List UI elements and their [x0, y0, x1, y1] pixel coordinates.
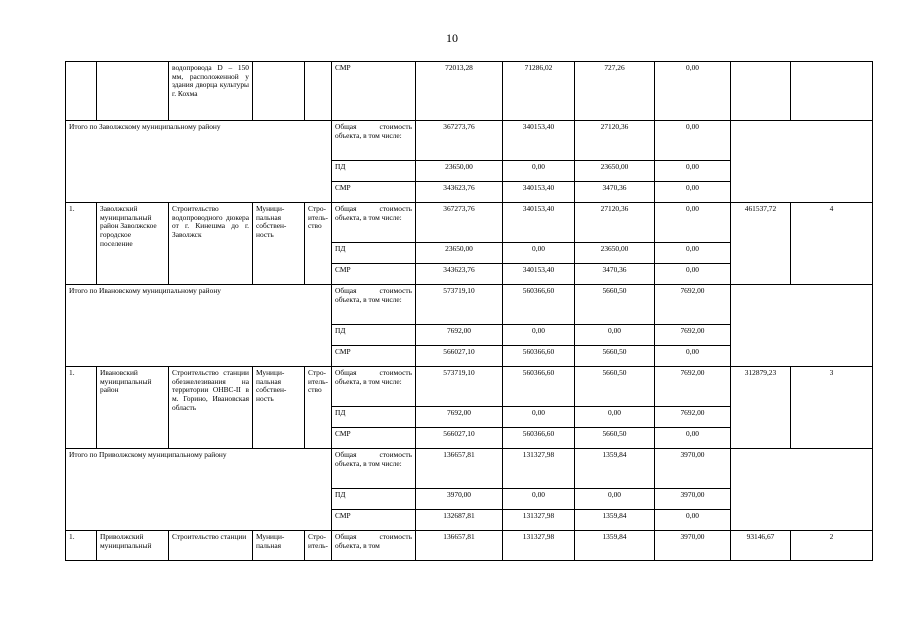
cell-num: 1.	[66, 203, 97, 285]
cell-value: 136657,81	[416, 531, 503, 561]
cell-value: 1359,84	[575, 531, 655, 561]
cell-value: 573719,10	[416, 367, 503, 407]
cell-value: 560366,60	[503, 285, 575, 325]
cell-value: 566027,10	[416, 346, 503, 367]
cell-label: СМР	[332, 62, 416, 121]
cell-extra	[731, 285, 873, 367]
cell-value: 3970,00	[655, 531, 731, 561]
cell-extra: 312879,23	[731, 367, 791, 449]
cell-label: Общая стоимость объекта, в том числе:	[332, 285, 416, 325]
cell-value: 7692,00	[655, 407, 731, 428]
cell-value: 5660,50	[575, 367, 655, 407]
cell-ownership: Муници-пальная собствен-ность	[253, 203, 305, 285]
cell-value: 23650,00	[416, 243, 503, 264]
cell-num: 1.	[66, 531, 97, 561]
cell-extra: 3	[791, 367, 873, 449]
cell-value: 1359,84	[575, 510, 655, 531]
cell-value: 0,00	[655, 62, 731, 121]
cell-value: 367273,76	[416, 203, 503, 243]
cell-value: 0,00	[655, 203, 731, 243]
cell-value: 5660,50	[575, 346, 655, 367]
cell-value: 132687,81	[416, 510, 503, 531]
cell-value: 0,00	[503, 161, 575, 182]
cell-district: Заволжский муниципальный район Заволжское городское поселение	[97, 203, 169, 285]
cell-value: 340153,40	[503, 121, 575, 161]
cell-extra: 461537,72	[731, 203, 791, 285]
cell-object: Строительство станции обезжелезивания на территории ОНВС-II в м. Горино, Ивановская область	[169, 367, 253, 449]
cell-extra: 93146,67	[731, 531, 791, 561]
budget-table	[65, 61, 873, 561]
table-row	[66, 62, 873, 121]
cell-extra: 4	[791, 203, 873, 285]
cell-value: 23650,00	[416, 161, 503, 182]
cell-value: 343623,76	[416, 264, 503, 285]
cell-value: 27120,36	[575, 203, 655, 243]
cell-type: Стро-итель-ство	[305, 203, 332, 285]
cell-value: 0,00	[655, 121, 731, 161]
cell-ownership	[253, 62, 305, 121]
cell-label: ПД	[332, 161, 416, 182]
cell-value: 131327,98	[503, 531, 575, 561]
cell-label: Общая стоимость объекта, в том числе:	[332, 449, 416, 489]
cell-ownership: Муници-пальная	[253, 531, 305, 561]
cell-extra	[731, 449, 873, 531]
cell-value: 566027,10	[416, 428, 503, 449]
cell-value: 0,00	[503, 407, 575, 428]
cell-label: Общая стоимость объекта, в том числе:	[332, 121, 416, 161]
cell-district	[97, 62, 169, 121]
table-row	[66, 367, 873, 407]
cell-extra	[731, 62, 791, 121]
cell-value: 0,00	[503, 325, 575, 346]
cell-type: Стро-итель-ство	[305, 367, 332, 449]
cell-value: 23650,00	[575, 161, 655, 182]
cell-district: Приволжский муниципальный	[97, 531, 169, 561]
cell-object: Строительство водопроводного дюкера от г. Кинешма до г. Заволжск	[169, 203, 253, 285]
cell-num: 1.	[66, 367, 97, 449]
cell-label: ПД	[332, 325, 416, 346]
cell-value: 0,00	[503, 243, 575, 264]
cell-value: 367273,76	[416, 121, 503, 161]
cell-value: 0,00	[655, 182, 731, 203]
cell-value: 343623,76	[416, 182, 503, 203]
cell-value: 7692,00	[655, 367, 731, 407]
cell-label: СМР	[332, 428, 416, 449]
cell-value: 3970,00	[416, 489, 503, 510]
page-number: 10	[446, 31, 458, 45]
cell-label: Общая стоимость объекта, в том числе:	[332, 203, 416, 243]
cell-value: 340153,40	[503, 264, 575, 285]
cell-value: 0,00	[575, 489, 655, 510]
cell-value: 340153,40	[503, 182, 575, 203]
cell-label: Общая стоимость объекта, в том	[332, 531, 416, 561]
cell-value: 560366,60	[503, 428, 575, 449]
cell-value: 573719,10	[416, 285, 503, 325]
cell-value: 131327,98	[503, 449, 575, 489]
cell-extra	[791, 62, 873, 121]
cell-label: СМР	[332, 510, 416, 531]
cell-type	[305, 62, 332, 121]
cell-label: СМР	[332, 346, 416, 367]
cell-object: Строительство станции	[169, 531, 253, 561]
cell-value: 7692,00	[655, 325, 731, 346]
cell-label: СМР	[332, 182, 416, 203]
cell-value: 340153,40	[503, 203, 575, 243]
cell-type: Стро-итель-	[305, 531, 332, 561]
table-row	[66, 531, 873, 561]
cell-value: 27120,36	[575, 121, 655, 161]
cell-value: 131327,98	[503, 510, 575, 531]
cell-value: 0,00	[655, 428, 731, 449]
cell-num	[66, 62, 97, 121]
cell-label: СМР	[332, 264, 416, 285]
table-row	[66, 449, 873, 489]
cell-value: 7692,00	[655, 285, 731, 325]
district-total-title: Итого по Заволжскому муниципальному району	[66, 121, 332, 203]
cell-value: 136657,81	[416, 449, 503, 489]
cell-value: 0,00	[655, 243, 731, 264]
cell-label: ПД	[332, 243, 416, 264]
table-row	[66, 203, 873, 243]
cell-value: 3470,36	[575, 264, 655, 285]
cell-value: 0,00	[503, 489, 575, 510]
cell-extra	[731, 121, 873, 203]
cell-value: 0,00	[575, 325, 655, 346]
cell-district: Ивановский муниципальный район	[97, 367, 169, 449]
cell-value: 560366,60	[503, 346, 575, 367]
cell-value: 3970,00	[655, 489, 731, 510]
district-total-title: Итого по Ивановскому муниципальному району	[66, 285, 332, 367]
cell-ownership: Муници-пальная собствен-ность	[253, 367, 305, 449]
cell-value: 0,00	[655, 264, 731, 285]
cell-value: 7692,00	[416, 325, 503, 346]
cell-value: 560366,60	[503, 367, 575, 407]
cell-label: Общая стоимость объекта, в том числе:	[332, 367, 416, 407]
cell-value: 727,26	[575, 62, 655, 121]
cell-value: 7692,00	[416, 407, 503, 428]
cell-value: 0,00	[655, 346, 731, 367]
cell-value: 5660,50	[575, 428, 655, 449]
district-total-title: Итого по Приволжскому муниципальному району	[66, 449, 332, 531]
cell-value: 0,00	[575, 407, 655, 428]
cell-label: ПД	[332, 489, 416, 510]
cell-value: 71286,02	[503, 62, 575, 121]
cell-value: 1359,84	[575, 449, 655, 489]
cell-value: 23650,00	[575, 243, 655, 264]
table-row	[66, 121, 873, 161]
cell-value: 3470,36	[575, 182, 655, 203]
cell-value: 72013,28	[416, 62, 503, 121]
cell-object: водопровода D – 150 мм, расположенной у здания дворца культуры г. Кохма	[169, 62, 253, 121]
cell-label: ПД	[332, 407, 416, 428]
cell-value: 0,00	[655, 161, 731, 182]
cell-value: 3970,00	[655, 449, 731, 489]
cell-extra: 2	[791, 531, 873, 561]
cell-value: 0,00	[655, 510, 731, 531]
table-row	[66, 285, 873, 325]
cell-value: 5660,50	[575, 285, 655, 325]
